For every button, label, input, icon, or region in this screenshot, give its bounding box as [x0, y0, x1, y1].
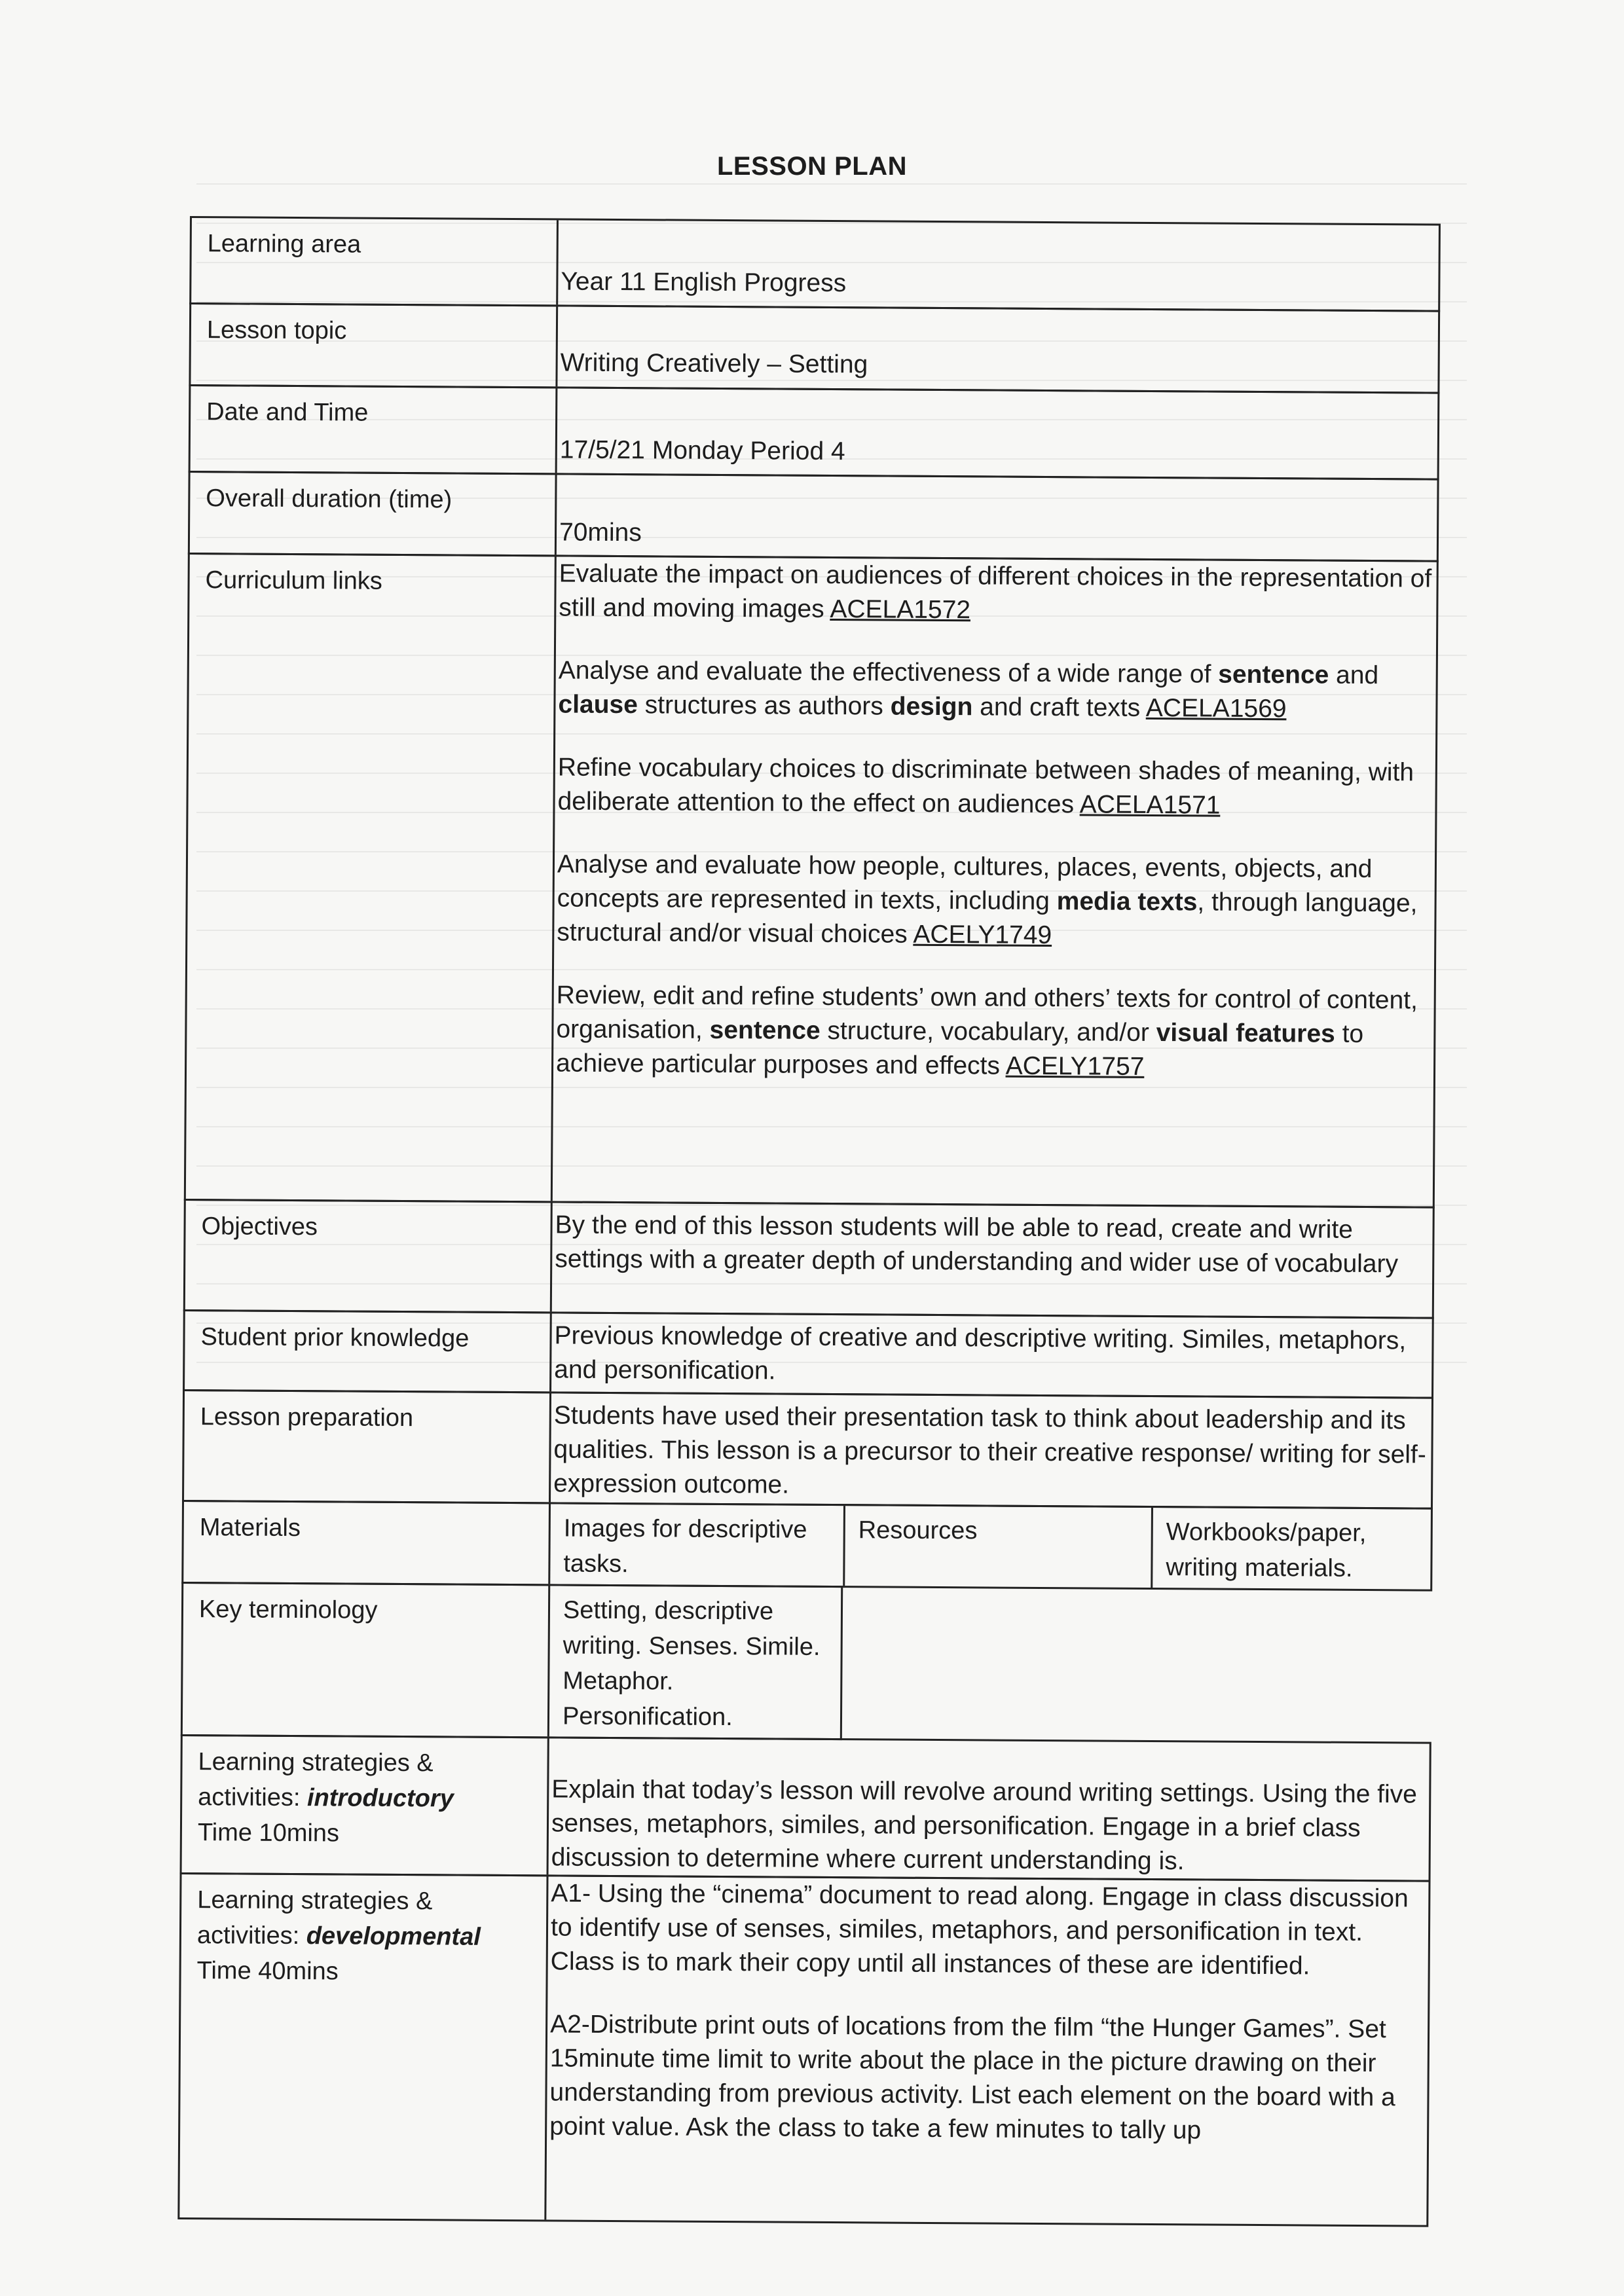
row-objectives [183, 1199, 1435, 1319]
row-materials [181, 1500, 1433, 1592]
prior-knowledge-value: Previous knowledge of creative and descriptive writing. Similes, metaphors, and personification. [554, 1321, 1407, 1385]
activity-a2: A2-Distribute print outs of locations from the film “the Hunger Games”. Set 15minute time limit to write about the place in the picture drawing on their understanding from previous activity. List each element on the board with a point value. Ask the class to take a few minutes to tally up [549, 2010, 1395, 2145]
introductory-label: Learning strategies & activities: introductory Time 10mins [182, 1736, 549, 1874]
curriculum-item: Analyse and evaluate how people, cultures, places, events, objects, and concepts are represented in texts, including media texts, through language, structural and/or visual choices ACELY1749 [557, 850, 1418, 950]
curriculum-code-link[interactable]: ACELA1571 [1079, 790, 1221, 820]
row-lesson-topic [189, 302, 1440, 394]
curriculum-code-link[interactable]: ACELA1572 [830, 594, 971, 625]
lesson-topic-label: Lesson topic [191, 304, 558, 386]
materials-label: Materials [183, 1502, 551, 1584]
row-introductory [180, 1734, 1431, 1882]
curriculum-code-link[interactable]: ACELY1757 [1005, 1051, 1145, 1081]
date-time-value: 17/5/21 Monday Period 4 [559, 435, 845, 466]
curriculum-item: Analyse and evaluate the effectiveness of a wide range of sentence and clause structures as authors design and craft texts ACELA1569 [558, 656, 1379, 723]
learning-area-value: Year 11 English Progress [561, 267, 847, 298]
row-terminology [181, 1582, 843, 1740]
curriculum-code-link[interactable]: ACELY1749 [913, 920, 1052, 950]
activity-a1: A1- Using the “cinema” document to read along. Engage in class discussion to identify use of senses, similes, metaphors, and personification in text. Class is to mark their copy until all instances of these are identified. [550, 1879, 1409, 1980]
row-duration [188, 471, 1439, 562]
date-time-label: Date and Time [191, 386, 558, 473]
row-prior-knowledge [183, 1309, 1434, 1399]
row-developmental [177, 1872, 1430, 2227]
curriculum-item: Refine vocabulary choices to discriminate between shades of meaning, with deliberate attention to the effect on audiences ACELA1571 [557, 753, 1414, 820]
preparation-label: Lesson preparation [184, 1391, 551, 1502]
developmental-label: Learning strategies & activities: developmental Time 40mins [179, 1874, 548, 2219]
lesson-plan-table [177, 216, 1473, 2273]
duration-value: 70mins [559, 518, 642, 547]
objectives-label: Objectives [185, 1201, 553, 1311]
developmental-value [546, 1876, 1428, 2225]
curriculum-list [553, 556, 1437, 1206]
objectives-value: By the end of this lesson students will be able to read, create and write settings with a greater depth of understanding and wider use of vocabulary [555, 1211, 1399, 1279]
duration-label: Overall duration (time) [190, 473, 557, 555]
introductory-value: Explain that today’s lesson will revolve around writing settings. Using the five senses, metaphors, similes, and personification. Engage in a brief class discussion to determine where current understanding is. [551, 1775, 1418, 1876]
terminology-value: Setting, descriptive writing. Senses. Simile. Metaphor. Personification. [562, 1596, 821, 1732]
resources-value: Workbooks/paper, writing materials. [1166, 1518, 1367, 1582]
row-curriculum [184, 553, 1439, 1209]
row-learning-area [189, 216, 1441, 312]
resources-label: Resources [845, 1506, 1153, 1588]
curriculum-item: Review, edit and refine students’ own and others’ texts for control of content, organisation, sentence structure, vocabulary, and/or visual features to achieve particular purposes and effects ACELY1757 [555, 981, 1418, 1081]
curriculum-label: Curriculum links [186, 555, 557, 1201]
row-date-time [189, 384, 1440, 481]
terminology-label: Key terminology [183, 1584, 550, 1736]
curriculum-code-link[interactable]: ACELA1569 [1145, 693, 1287, 723]
row-preparation [182, 1389, 1433, 1510]
preparation-value: Students have used their presentation task to think about leadership and its qualities. This lesson is a precursor to their creative response/ writing for self-expression outcome. [553, 1401, 1426, 1499]
page-title: LESSON PLAN [717, 152, 907, 181]
materials-value: Images for descriptive tasks. [550, 1504, 845, 1586]
curriculum-item: Evaluate the impact on audiences of different choices in the representation of still and moving images ACELA1572 [559, 559, 1432, 625]
prior-knowledge-label: Student prior knowledge [185, 1311, 552, 1391]
lesson-topic-value: Writing Creatively – Setting [560, 348, 868, 379]
learning-area-label: Learning area [191, 218, 559, 304]
